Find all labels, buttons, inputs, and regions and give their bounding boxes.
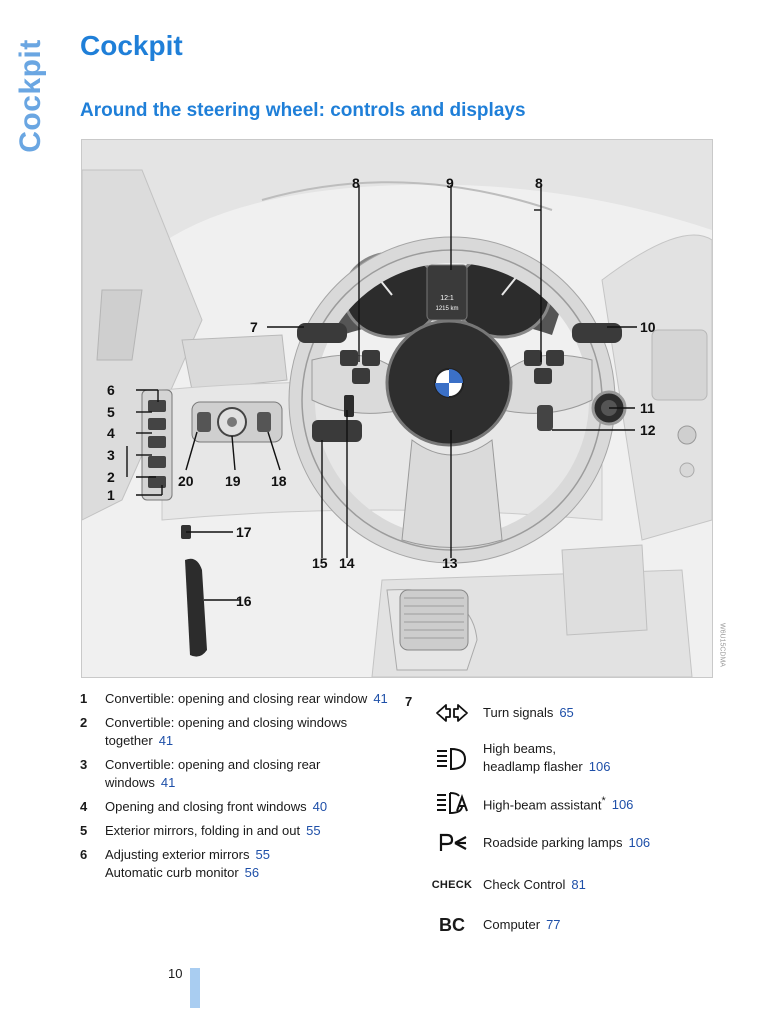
page-ref-link[interactable]: 41: [160, 775, 176, 790]
callout-20: 20: [178, 473, 194, 489]
callout-8-right: 8: [535, 175, 543, 191]
legend-num: 2: [80, 715, 88, 730]
turn-signals-icon: [433, 698, 471, 728]
figure-code: [717, 615, 727, 675]
legend-text-2: Automatic curb monitor: [105, 865, 239, 880]
legend-item-2: [80, 714, 390, 750]
legend-item-3: [80, 756, 390, 792]
callout-16: 16: [236, 593, 252, 609]
side-tab-label: Cockpit: [14, 39, 47, 153]
indicator-label: Check Control 81: [483, 877, 586, 892]
legend-text: Convertible: opening and closing windows together: [105, 715, 348, 748]
callout-12: 12: [640, 422, 656, 438]
legend-text: Adjusting exterior mirrors: [105, 847, 250, 862]
indicator-turn-signals: [433, 698, 703, 734]
cluster-readout-2: 1215 km: [435, 306, 459, 312]
callout-1: 1: [107, 487, 115, 503]
indicator-high-beam-assistant: [433, 788, 703, 824]
callout-8-left: 8: [352, 175, 360, 191]
indicator-label: High-beam assistant* 106: [483, 795, 634, 813]
cockpit-illustration: [81, 139, 713, 678]
callout-11: 11: [640, 400, 655, 416]
page-ref-link[interactable]: 41: [373, 691, 388, 706]
indicator-computer: [433, 910, 703, 946]
page-ref-link[interactable]: 77: [546, 917, 561, 932]
page-ref-link[interactable]: 81: [571, 877, 586, 892]
callout-10: 10: [640, 319, 656, 335]
legend-num: 4: [80, 799, 88, 814]
figure-code-label: W6U15CDMA: [718, 623, 726, 667]
side-tab: [14, 34, 48, 158]
indicator-label: Computer 77: [483, 917, 561, 932]
page-title: Cockpit: [80, 30, 183, 61]
legend-text: Convertible: opening and closing rear window: [105, 691, 368, 706]
page-marker-bar: [190, 968, 200, 1008]
callout-17: 17: [236, 524, 252, 540]
callout-5: 5: [107, 404, 115, 420]
page-number: 10: [168, 966, 183, 981]
page-ref-link[interactable]: 41: [158, 733, 174, 748]
page-ref-link[interactable]: 56: [244, 865, 260, 880]
indicator-check-control: [433, 870, 703, 906]
page-ref-link[interactable]: 55: [306, 823, 321, 838]
legend-num: 5: [80, 823, 88, 838]
legend-left: [80, 690, 390, 888]
callout-13: 13: [442, 555, 458, 571]
callout-7: 7: [250, 319, 258, 335]
page-ref-link[interactable]: 106: [588, 759, 611, 774]
legend-num: 7: [405, 694, 413, 709]
page-ref-link[interactable]: 106: [628, 835, 651, 850]
legend-item-5: [80, 822, 390, 840]
legend-num: 3: [80, 757, 88, 772]
legend-text: Exterior mirrors, folding in and out: [105, 823, 301, 838]
legend-item-6: [80, 846, 390, 882]
option-mark: *: [601, 795, 606, 807]
computer-icon: BC: [439, 914, 465, 935]
callout-9: 9: [446, 175, 454, 191]
legend-text: Opening and closing front windows: [105, 799, 307, 814]
page-ref-link[interactable]: 40: [312, 799, 328, 814]
legend-num: 6: [80, 847, 88, 862]
page-ref-link[interactable]: 55: [255, 847, 270, 862]
page-ref-link[interactable]: 106: [611, 797, 634, 813]
parking-lamps-icon: [433, 828, 471, 858]
indicator-label: Roadside parking lamps 106: [483, 835, 651, 850]
indicator-parking-lamps: [433, 828, 703, 864]
callout-2: 2: [107, 469, 115, 485]
legend-text: Convertible: opening and closing rear windows: [105, 757, 321, 790]
indicator-label: High beams, headlamp flasher 106: [483, 741, 611, 774]
check-control-icon: CHECK: [431, 879, 473, 891]
callout-19: 19: [225, 473, 241, 489]
section-title: Around the steering wheel: controls and displays: [80, 100, 526, 121]
callout-15: 15: [312, 555, 328, 571]
indicator-high-beams: [433, 740, 703, 782]
callout-14: 14: [339, 555, 355, 571]
callout-18: 18: [271, 473, 287, 489]
indicator-label: Turn signals 65: [483, 705, 574, 720]
legend-item-1: [80, 690, 390, 708]
legend-item-4: [80, 798, 390, 816]
callout-4: 4: [107, 425, 115, 441]
high-beam-assistant-icon: [433, 788, 471, 818]
cluster-readout-1: 12:1: [440, 295, 454, 302]
high-beams-icon: [433, 744, 471, 774]
page-ref-link[interactable]: 65: [559, 705, 574, 720]
callout-6: 6: [107, 382, 115, 398]
legend-num: 1: [80, 691, 88, 706]
callout-3: 3: [107, 447, 115, 463]
